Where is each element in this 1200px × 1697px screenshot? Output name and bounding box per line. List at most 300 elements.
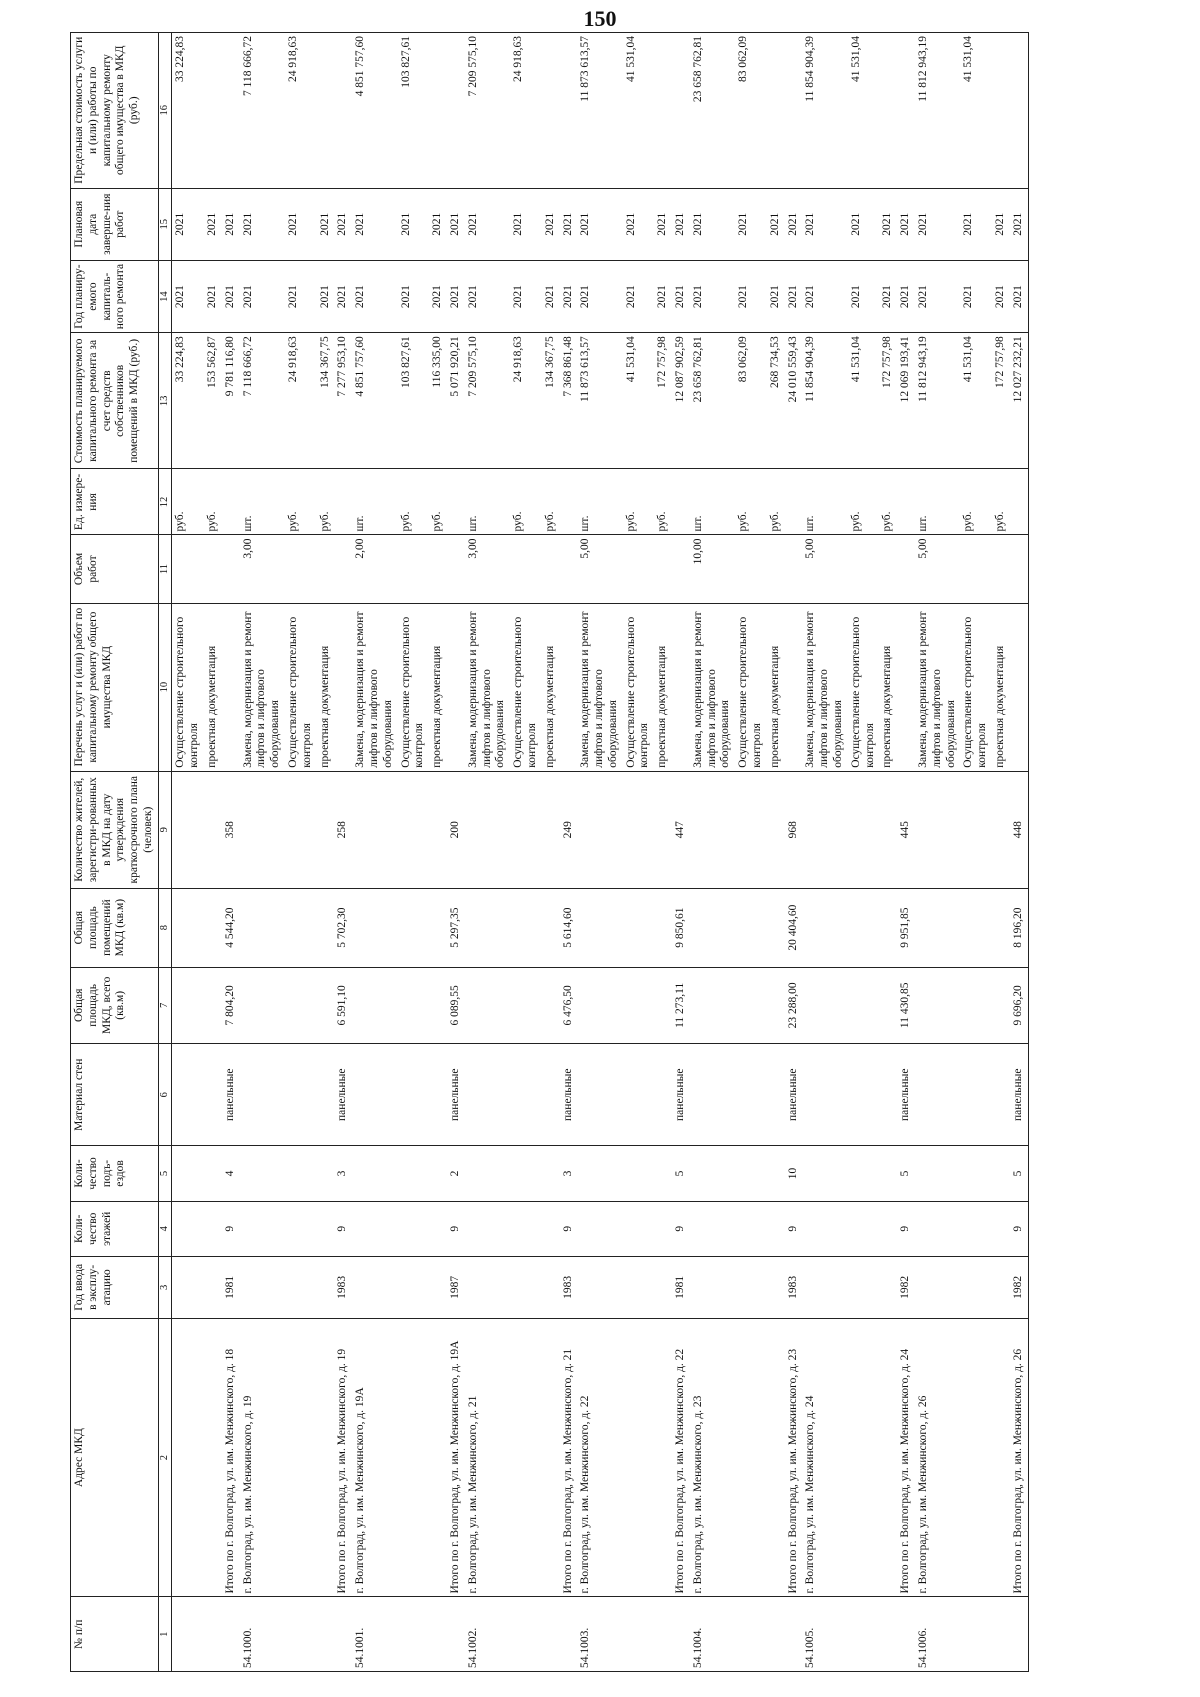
cell-cost: 5 071 920,21 [447, 333, 465, 469]
cell-area-total [204, 967, 222, 1044]
cell-walls [204, 1044, 222, 1146]
cell-cost: 134 367,75 [317, 333, 335, 469]
cell-address: Итого по г. Волгоград, ул. им. Менжинского, д. 24 [897, 1318, 915, 1597]
cell-plan-year: 2021 [915, 260, 960, 332]
cell-address [848, 1318, 880, 1597]
table-row [767, 33, 785, 1672]
cell-floors [317, 1201, 335, 1256]
cell-walls [735, 1044, 767, 1146]
column-header-15: Плановая дата заверше-ния работ [71, 188, 159, 260]
cell-max-cost [334, 33, 352, 189]
cell-floors [465, 1201, 510, 1256]
table-row [802, 33, 847, 1672]
cell-walls: панельные [897, 1044, 915, 1146]
cell-area-total [317, 967, 335, 1044]
cell-unit [897, 469, 915, 535]
cell-unit: руб. [623, 469, 655, 535]
cell-entrances [992, 1146, 1010, 1201]
page-number: 150 [583, 6, 617, 31]
cell-area-total: 6 476,50 [560, 967, 578, 1044]
cell-address [623, 1318, 655, 1597]
cell-area-total: 6 089,55 [447, 967, 465, 1044]
cell-volume [654, 535, 672, 603]
cell-cost: 7 209 575,10 [465, 333, 510, 469]
cell-max-cost [672, 33, 690, 189]
cell-work: Осуществление строительного контроля [398, 603, 430, 771]
cell-work: Замена, модернизация и ремонт лифтов и лифтового оборудования [577, 603, 622, 771]
cell-walls: панельные [222, 1044, 240, 1146]
cell-residents [240, 771, 285, 888]
cell-floors [510, 1201, 542, 1256]
cell-year [915, 1256, 960, 1318]
column-number-11: 11 [158, 535, 172, 603]
cell-area-total: 6 591,10 [334, 967, 352, 1044]
cell-unit: шт. [240, 469, 285, 535]
cell-cost: 9 781 116,80 [222, 333, 240, 469]
cell-no [735, 1597, 767, 1672]
cell-work [785, 603, 803, 771]
cell-residents [398, 771, 430, 888]
cell-residents: 448 [1010, 771, 1028, 888]
cell-address: Итого по г. Волгоград, ул. им. Менжинского, д. 18 [222, 1318, 240, 1597]
cell-floors [577, 1201, 622, 1256]
cell-plan-year: 2021 [735, 260, 767, 332]
cell-plan-year: 2021 [897, 260, 915, 332]
cell-residents: 358 [222, 771, 240, 888]
cell-cost: 12 027 232,21 [1010, 333, 1028, 469]
cell-work: проектная документация [542, 603, 560, 771]
cell-floors [398, 1201, 430, 1256]
cell-floors [285, 1201, 317, 1256]
cell-work [897, 603, 915, 771]
cell-area-total [465, 967, 510, 1044]
cell-year [767, 1256, 785, 1318]
cell-walls [542, 1044, 560, 1146]
cell-cost: 172 757,98 [654, 333, 672, 469]
cell-address [204, 1318, 222, 1597]
cell-area-total: 11 273,11 [672, 967, 690, 1044]
cell-work: Осуществление строительного контроля [172, 603, 204, 771]
cell-area-total [542, 967, 560, 1044]
cell-year: 1982 [897, 1256, 915, 1318]
cell-plan-year: 2021 [560, 260, 578, 332]
cell-year [240, 1256, 285, 1318]
cell-address [992, 1318, 1010, 1597]
cell-year [398, 1256, 430, 1318]
cell-entrances [960, 1146, 992, 1201]
cell-cost: 7 277 953,10 [334, 333, 352, 469]
cell-residents [465, 771, 510, 888]
cell-volume [560, 535, 578, 603]
cell-residents [623, 771, 655, 888]
cell-volume [542, 535, 560, 603]
cell-entrances: 5 [1010, 1146, 1028, 1201]
cell-residents [802, 771, 847, 888]
cell-year [285, 1256, 317, 1318]
cell-end-date: 2021 [690, 188, 735, 260]
table-row [240, 33, 285, 1672]
cell-end-date: 2021 [560, 188, 578, 260]
cell-area-total [285, 967, 317, 1044]
cell-floors [735, 1201, 767, 1256]
cell-year: 1982 [1010, 1256, 1028, 1318]
cell-entrances [172, 1146, 204, 1201]
cell-no [767, 1597, 785, 1672]
column-number-4: 4 [158, 1201, 172, 1256]
column-number-13: 13 [158, 333, 172, 469]
cell-entrances [429, 1146, 447, 1201]
cell-year [802, 1256, 847, 1318]
cell-address: г. Волгоград, ул. им. Менжинского, д. 23 [690, 1318, 735, 1597]
cell-unit: руб. [172, 469, 204, 535]
cell-volume [848, 535, 880, 603]
cell-year [848, 1256, 880, 1318]
cell-no: 54.1005. [802, 1597, 847, 1672]
column-header-2: Адрес МКД [71, 1318, 159, 1597]
cell-plan-year: 2021 [398, 260, 430, 332]
cell-unit [560, 469, 578, 535]
cell-area-rooms [992, 888, 1010, 967]
cell-work: Осуществление строительного контроля [510, 603, 542, 771]
cell-cost: 41 531,04 [960, 333, 992, 469]
column-number-2: 2 [158, 1318, 172, 1597]
cell-address: г. Волгоград, ул. им. Менжинского, д. 21 [465, 1318, 510, 1597]
cell-max-cost: 4 851 757,60 [352, 33, 397, 189]
cell-area-total: 9 696,20 [1010, 967, 1028, 1044]
cell-no: 54.1003. [577, 1597, 622, 1672]
cell-address [879, 1318, 897, 1597]
cell-address: Итого по г. Волгоград, ул. им. Менжинского, д. 19 [334, 1318, 352, 1597]
table-row [623, 33, 655, 1672]
cell-no [560, 1597, 578, 1672]
cell-address [542, 1318, 560, 1597]
table-row [577, 33, 622, 1672]
cell-cost: 11 812 943,19 [915, 333, 960, 469]
cell-residents: 445 [897, 771, 915, 888]
cell-unit: руб. [960, 469, 992, 535]
cell-end-date: 2021 [623, 188, 655, 260]
cell-area-total [848, 967, 880, 1044]
cell-work: проектная документация [879, 603, 897, 771]
column-number-12: 12 [158, 469, 172, 535]
column-header-11: Объем работ [71, 535, 159, 603]
cell-entrances: 2 [447, 1146, 465, 1201]
cell-cost: 41 531,04 [623, 333, 655, 469]
cell-end-date: 2021 [735, 188, 767, 260]
cell-address [510, 1318, 542, 1597]
column-header-13: Стоимость планируемого капитального ремонта за счет средств собственников помещений в МКД (руб.) [71, 333, 159, 469]
cell-max-cost [879, 33, 897, 189]
cell-unit: руб. [429, 469, 447, 535]
cell-plan-year: 2021 [429, 260, 447, 332]
cell-entrances [352, 1146, 397, 1201]
cell-work: проектная документация [654, 603, 672, 771]
cell-end-date: 2021 [577, 188, 622, 260]
cell-no: 54.1002. [465, 1597, 510, 1672]
cell-area-rooms [465, 888, 510, 967]
cell-year [317, 1256, 335, 1318]
cell-area-total [654, 967, 672, 1044]
cell-end-date: 2021 [992, 188, 1010, 260]
column-number-10: 10 [158, 603, 172, 771]
cell-no [879, 1597, 897, 1672]
cell-no [897, 1597, 915, 1672]
cell-cost: 116 335,00 [429, 333, 447, 469]
cell-entrances [848, 1146, 880, 1201]
cell-address [735, 1318, 767, 1597]
cell-max-cost: 41 531,04 [623, 33, 655, 189]
cell-work: Осуществление строительного контроля [848, 603, 880, 771]
cell-entrances [802, 1146, 847, 1201]
cell-volume [204, 535, 222, 603]
cell-no [960, 1597, 992, 1672]
cell-entrances [465, 1146, 510, 1201]
cell-walls [690, 1044, 735, 1146]
cell-end-date: 2021 [672, 188, 690, 260]
cell-max-cost [654, 33, 672, 189]
cell-volume [785, 535, 803, 603]
cell-area-total [767, 967, 785, 1044]
cell-year [623, 1256, 655, 1318]
cell-work: Замена, модернизация и ремонт лифтов и лифтового оборудования [915, 603, 960, 771]
cell-residents [879, 771, 897, 888]
cell-entrances [510, 1146, 542, 1201]
cell-max-cost [222, 33, 240, 189]
cell-end-date: 2021 [848, 188, 880, 260]
cell-entrances [204, 1146, 222, 1201]
cell-plan-year: 2021 [785, 260, 803, 332]
cell-walls: панельные [334, 1044, 352, 1146]
cell-work: проектная документация [992, 603, 1010, 771]
cell-address: Итого по г. Волгоград, ул. им. Менжинского, д. 22 [672, 1318, 690, 1597]
cell-year [735, 1256, 767, 1318]
cell-entrances [879, 1146, 897, 1201]
cell-cost: 23 658 762,81 [690, 333, 735, 469]
cell-work [672, 603, 690, 771]
cell-unit: руб. [510, 469, 542, 535]
cell-area-rooms: 9 850,61 [672, 888, 690, 967]
column-header-3: Год ввода в эксплу-атацию [71, 1256, 159, 1318]
cell-work: Замена, модернизация и ремонт лифтов и лифтового оборудования [352, 603, 397, 771]
cell-year [690, 1256, 735, 1318]
cell-residents [767, 771, 785, 888]
cell-address: Итого по г. Волгоград, ул. им. Менжинского, д. 26 [1010, 1318, 1028, 1597]
cell-area-rooms: 20 404,60 [785, 888, 803, 967]
cell-end-date: 2021 [510, 188, 542, 260]
cell-year [654, 1256, 672, 1318]
cell-unit: руб. [654, 469, 672, 535]
cell-max-cost [1010, 33, 1028, 189]
cell-year [510, 1256, 542, 1318]
cell-cost: 12 087 902,59 [672, 333, 690, 469]
cell-no [510, 1597, 542, 1672]
cell-unit: шт. [802, 469, 847, 535]
table-row [222, 33, 240, 1672]
cell-entrances [654, 1146, 672, 1201]
cell-entrances: 5 [672, 1146, 690, 1201]
cell-end-date: 2021 [447, 188, 465, 260]
cell-year: 1981 [222, 1256, 240, 1318]
cell-entrances [317, 1146, 335, 1201]
cell-work [1010, 603, 1028, 771]
column-number-3: 3 [158, 1256, 172, 1318]
cell-max-cost [785, 33, 803, 189]
cell-walls: панельные [785, 1044, 803, 1146]
cell-floors: 9 [785, 1201, 803, 1256]
cell-end-date: 2021 [240, 188, 285, 260]
cell-unit [447, 469, 465, 535]
cell-area-rooms: 4 544,20 [222, 888, 240, 967]
cell-area-total [960, 967, 992, 1044]
cell-area-rooms [285, 888, 317, 967]
cell-area-rooms [623, 888, 655, 967]
cell-plan-year: 2021 [204, 260, 222, 332]
cell-floors [352, 1201, 397, 1256]
cell-unit: шт. [465, 469, 510, 535]
cell-area-total: 7 804,20 [222, 967, 240, 1044]
cell-area-total: 11 430,85 [897, 967, 915, 1044]
cell-year [577, 1256, 622, 1318]
column-header-7: Общая площадь МКД, всего (кв.м) [71, 967, 159, 1044]
cell-unit: руб. [398, 469, 430, 535]
cell-residents [654, 771, 672, 888]
cell-max-cost: 11 854 904,39 [802, 33, 847, 189]
cell-unit [785, 469, 803, 535]
column-header-1: № п/п [71, 1597, 159, 1672]
cell-plan-year: 2021 [848, 260, 880, 332]
cell-volume [623, 535, 655, 603]
cell-no [172, 1597, 204, 1672]
cell-volume [334, 535, 352, 603]
cell-max-cost: 33 224,83 [172, 33, 204, 189]
cell-area-total [510, 967, 542, 1044]
cell-entrances [285, 1146, 317, 1201]
cell-end-date: 2021 [334, 188, 352, 260]
cell-entrances [398, 1146, 430, 1201]
cell-area-total [577, 967, 622, 1044]
column-number-7: 7 [158, 967, 172, 1044]
cell-walls [848, 1044, 880, 1146]
cell-walls [623, 1044, 655, 1146]
cell-floors [767, 1201, 785, 1256]
cell-plan-year: 2021 [1010, 260, 1028, 332]
cell-volume [960, 535, 992, 603]
cell-max-cost [992, 33, 1010, 189]
column-header-12: Ед. измере-ния [71, 469, 159, 535]
cell-year [429, 1256, 447, 1318]
cell-area-total [690, 967, 735, 1044]
cell-area-total [398, 967, 430, 1044]
cell-residents [577, 771, 622, 888]
table-row [672, 33, 690, 1672]
cell-work: Замена, модернизация и ремонт лифтов и лифтового оборудования [690, 603, 735, 771]
cell-walls: панельные [560, 1044, 578, 1146]
cell-area-rooms [172, 888, 204, 967]
cell-unit [334, 469, 352, 535]
column-number-6: 6 [158, 1044, 172, 1146]
table-row [897, 33, 915, 1672]
cell-walls [240, 1044, 285, 1146]
cell-year [204, 1256, 222, 1318]
cell-max-cost: 23 658 762,81 [690, 33, 735, 189]
cell-unit [1010, 469, 1028, 535]
cell-work: Осуществление строительного контроля [960, 603, 992, 771]
cell-max-cost [204, 33, 222, 189]
table-row [879, 33, 897, 1672]
cell-address [285, 1318, 317, 1597]
table-row [465, 33, 510, 1672]
cell-unit [672, 469, 690, 535]
cell-cost: 153 562,87 [204, 333, 222, 469]
cell-area-rooms: 9 951,85 [897, 888, 915, 967]
cell-no [623, 1597, 655, 1672]
cell-volume [398, 535, 430, 603]
cell-unit [222, 469, 240, 535]
cell-work: Осуществление строительного контроля [285, 603, 317, 771]
cell-end-date: 2021 [204, 188, 222, 260]
cell-max-cost [447, 33, 465, 189]
cell-max-cost: 41 531,04 [960, 33, 992, 189]
cell-residents [542, 771, 560, 888]
cell-plan-year: 2021 [285, 260, 317, 332]
table-row [992, 33, 1010, 1672]
column-header-16: Предельная стоимость услуги и (или) работы по капитальному ремонту общего имущества в МКД (руб.) [71, 33, 159, 189]
cell-end-date: 2021 [398, 188, 430, 260]
cell-work: Осуществление строительного контроля [623, 603, 655, 771]
cell-cost: 12 069 193,41 [897, 333, 915, 469]
cell-year [542, 1256, 560, 1318]
cell-unit: шт. [690, 469, 735, 535]
cell-address [767, 1318, 785, 1597]
cell-floors [623, 1201, 655, 1256]
cell-floors: 9 [560, 1201, 578, 1256]
table-row [848, 33, 880, 1672]
cell-end-date: 2021 [879, 188, 897, 260]
cell-residents [690, 771, 735, 888]
cell-residents: 258 [334, 771, 352, 888]
cell-unit: руб. [204, 469, 222, 535]
cell-max-cost [560, 33, 578, 189]
cell-residents [429, 771, 447, 888]
cell-work: Осуществление строительного контроля [735, 603, 767, 771]
cell-area-rooms: 5 702,30 [334, 888, 352, 967]
cell-volume [429, 535, 447, 603]
table-row [204, 33, 222, 1672]
column-number-5: 5 [158, 1146, 172, 1201]
capital-repair-table [70, 32, 1029, 1672]
cell-volume [767, 535, 785, 603]
cell-floors [992, 1201, 1010, 1256]
cell-floors [204, 1201, 222, 1256]
cell-walls [992, 1044, 1010, 1146]
cell-max-cost: 7 118 666,72 [240, 33, 285, 189]
cell-area-total [352, 967, 397, 1044]
cell-end-date: 2021 [785, 188, 803, 260]
cell-end-date: 2021 [429, 188, 447, 260]
cell-volume [897, 535, 915, 603]
cell-unit: руб. [542, 469, 560, 535]
cell-floors [848, 1201, 880, 1256]
cell-floors: 9 [222, 1201, 240, 1256]
cell-volume [1010, 535, 1028, 603]
cell-area-rooms [802, 888, 847, 967]
cell-volume [992, 535, 1010, 603]
cell-entrances [690, 1146, 735, 1201]
cell-floors [915, 1201, 960, 1256]
cell-cost: 268 734,53 [767, 333, 785, 469]
cell-entrances [915, 1146, 960, 1201]
column-number-8: 8 [158, 888, 172, 967]
